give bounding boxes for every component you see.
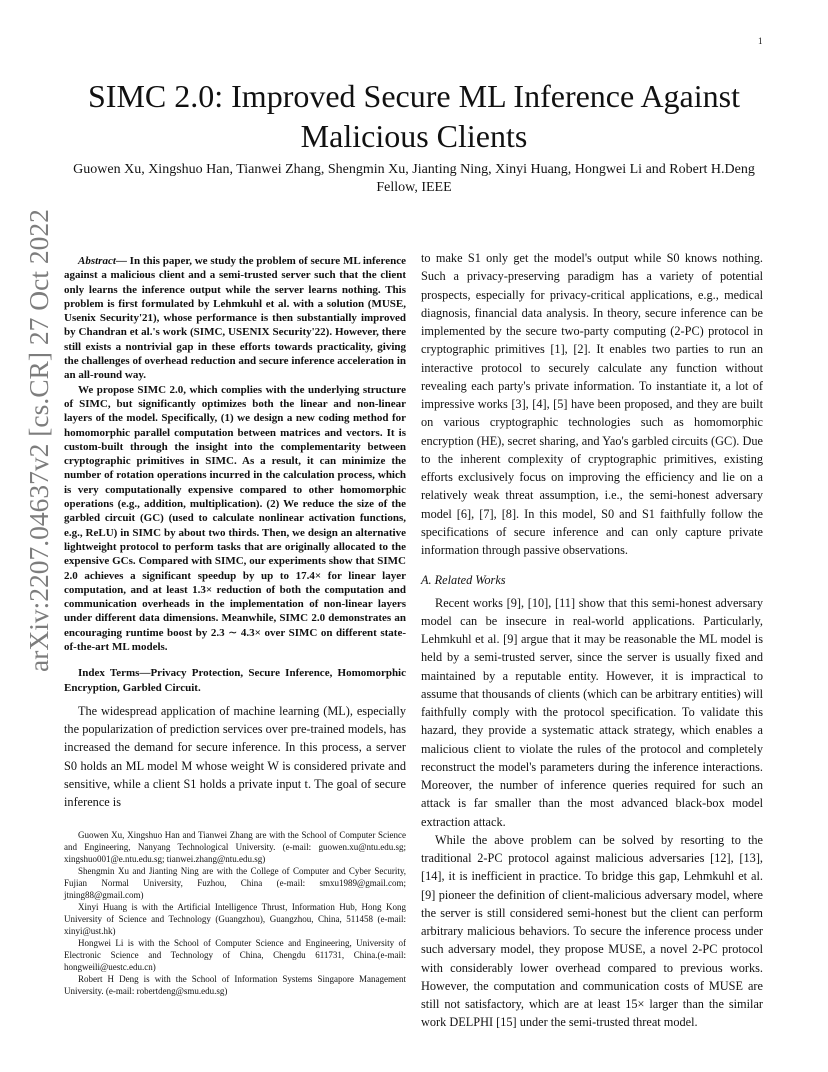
footnote-affiliation: Xinyi Huang is with the Artificial Intelligence Thrust, Information Hub, Hong Kong University of Science and Technology (Guangzhou), Guangzhou, China, 511458 (e-mail: xinyi@ust.hk)	[64, 902, 406, 936]
right-column	[421, 249, 763, 1032]
subsection-heading: A. Related Works	[421, 573, 506, 588]
footnote-affiliation: Guowen Xu, Xingshuo Han and Tianwei Zhang are with the School of Computer Science and Engineering, Nanyang Technological University. (e-mail: guowen.xu@ntu.edu.sg; xingshuo001@e.ntu.edu.sg; tianwei.zhang@ntu.edu.sg)	[64, 830, 406, 864]
index-terms: Index Terms—Privacy Protection, Secure Inference, Homomorphic Encryption, Garbled Circuit.	[64, 667, 406, 694]
author-list: Guowen Xu, Xingshuo Han, Tianwei Zhang, Shengmin Xu, Jianting Ning, Xinyi Huang, Hongwei Li and Robert H.Deng Fellow, IEEE	[73, 162, 755, 195]
related-works-paragraph-2: While the above problem can be solved by resorting to the traditional 2-PC protocol against malicious adversaries [12], [13], [14], it is inefficient in practice. To bridge this gap, Lehmkuhl et al. [9] pioneer the definition of client-malicious adversary model, where the server is still considered semi-honest but the client can perform arbitrary malicious behaviors. To secure the inference process under such adversary model, they propose MUSE, a novel 2-PC protocol with considerably lower overhead compared to previous works. However, the computation and communication costs of MUSE are still not satisfactory, which are at least 15× larger than the similar work DELPHI [15] under the semi-trusted threat model.	[421, 832, 763, 1030]
paper-title: SIMC 2.0: Improved Secure ML Inference Against Malicious Clients	[88, 78, 740, 154]
intro-paragraph-1: The widespread application of machine learning (ML), especially the popularization of prediction services over pre-trained models, has increased the demand for secure inference. In this process, a server S0 holds an ML model M whose weight W is considered private and sensitive, while a client S1 holds a private input t. The goal of secure inference is	[64, 703, 406, 809]
related-works-paragraph-1: Recent works [9], [10], [11] show that this semi-honest adversary model can be insecure in real-world applications. Particularly, Lehmkuhl et al. [9] argue that it may be reasonable the ML model is held by a semi-trusted server, since the server is usually fixed and maintained by a reputable entity. However, it is impractical to assume that thousands of clients (which can be arbitrary entities) will faithfully comply with the protocol specification. To validate this hazard, they provide a systematic attack strategy, which enables a malicious client to violate the rules of the protocol and completely reconstruct the model's parameters during the inference interactions. Moreover, the number of inference queries required for such an attack is far smaller than the most advanced black-box model extraction attack.	[421, 595, 763, 829]
arxiv-stamp: arXiv:2207.04637v2 [cs.CR] 27 Oct 2022	[23, 209, 54, 672]
intro-paragraph-2: to make S1 only get the model's output while S0 knows nothing. Such a privacy-preserving paradigm has a variety of potential prospects, especially for privacy-critical applications, e.g., medical diagnosis, financial data analysis. In theory, secure inference can be implemented by the secure two-party computing (2-PC) protocol in cryptographic primitives [1], [2]. It enables two parties to run an interactive protocol to securely calculate any function without revealing each party's private information. To instantiate it, a lot of impressive works [3], [4], [5] have been proposed, and they are built on various cryptographic technologies such as homomorphic encryption (HE), secret sharing, and Yao's garbled circuits (GC). Due to the inherent complexity of cryptographic primitives, existing efforts exclusively focus on improving the efficiency and lie on a relatively weak threat assumption, i.e., the semi-honest adversary model [6], [7], [8]. In this model, S0 and S1 faithfully follow the specifications of secure inference and can only capture private information through passive observations.	[421, 251, 763, 557]
page-number: 1	[758, 36, 763, 46]
footnotes	[64, 829, 406, 997]
footnote-affiliation: Hongwei Li is with the School of Computer Science and Engineering, University of Electronic Science and Technology of China, Chengdu 611731, China.(e-mail: hongweili@uestc.edu.cn)	[64, 938, 406, 972]
left-column	[64, 254, 406, 811]
abstract-paragraph-1	[64, 254, 406, 383]
abstract	[64, 254, 406, 654]
abstract-text-1: — In this paper, we study the problem of secure ML inference against a malicious client and a semi-trusted server such that the client only learns the inference output while the server learns nothing. This problem is first formulated by Lehmkuhl et al. with a solution (MUSE, Usenix Security'21), whose performance is then substantially improved by Chandran et al.'s work (SIMC, USENIX Security'22). However, there still exists a nontrivial gap in these efforts towards practicality, giving the challenges of overhead reduction and secure inference acceleration in an all-round way.	[64, 255, 406, 382]
abstract-label: Abstract	[78, 255, 116, 267]
abstract-paragraph-2: We propose SIMC 2.0, which complies with the underlying structure of SIMC, but significantly optimizes both the linear and non-linear layers of the model. Specifically, (1) we design a new coding method for homomorphic parallel computation between matrices and vectors. It is custom-built through the insight into the complementarity between cryptographic primitives in SIMC. As a result, it can minimize the number of rotation operations incurred in the calculation process, which is very computationally expensive compared to other homomorphic operations (e.g., addition, multiplication). (2) We reduce the size of the garbled circuit (GC) (used to calculate nonlinear activation functions, e.g., ReLU) in SIMC by about two thirds. Then, we design an alternative lightweight protocol to perform tasks that are originally allocated to the expensive GCs. Compared with SIMC, our experiments show that SIMC 2.0 achieves a significant speedup by up to 17.4× for linear layer computation, and at least 1.3× reduction of both the computation and communication overheads in the implementation of non-linear layers under different data dimensions. Meanwhile, SIMC 2.0 demonstrates an encouraging runtime boost by 2.3 ∼ 4.3× over SIMC on different state-of-the-art ML models.	[64, 383, 406, 654]
footnote-affiliation: Robert H Deng is with the School of Information Systems Singapore Management University. (e-mail: robertdeng@smu.edu.sg)	[64, 974, 406, 996]
footnote-affiliation: Shengmin Xu and Jianting Ning are with the College of Computer and Cyber Security, Fujian Normal University, Fuzhou, China (e-mail: smxu1989@gmail.com; jtning88@gmail.com)	[64, 866, 406, 900]
